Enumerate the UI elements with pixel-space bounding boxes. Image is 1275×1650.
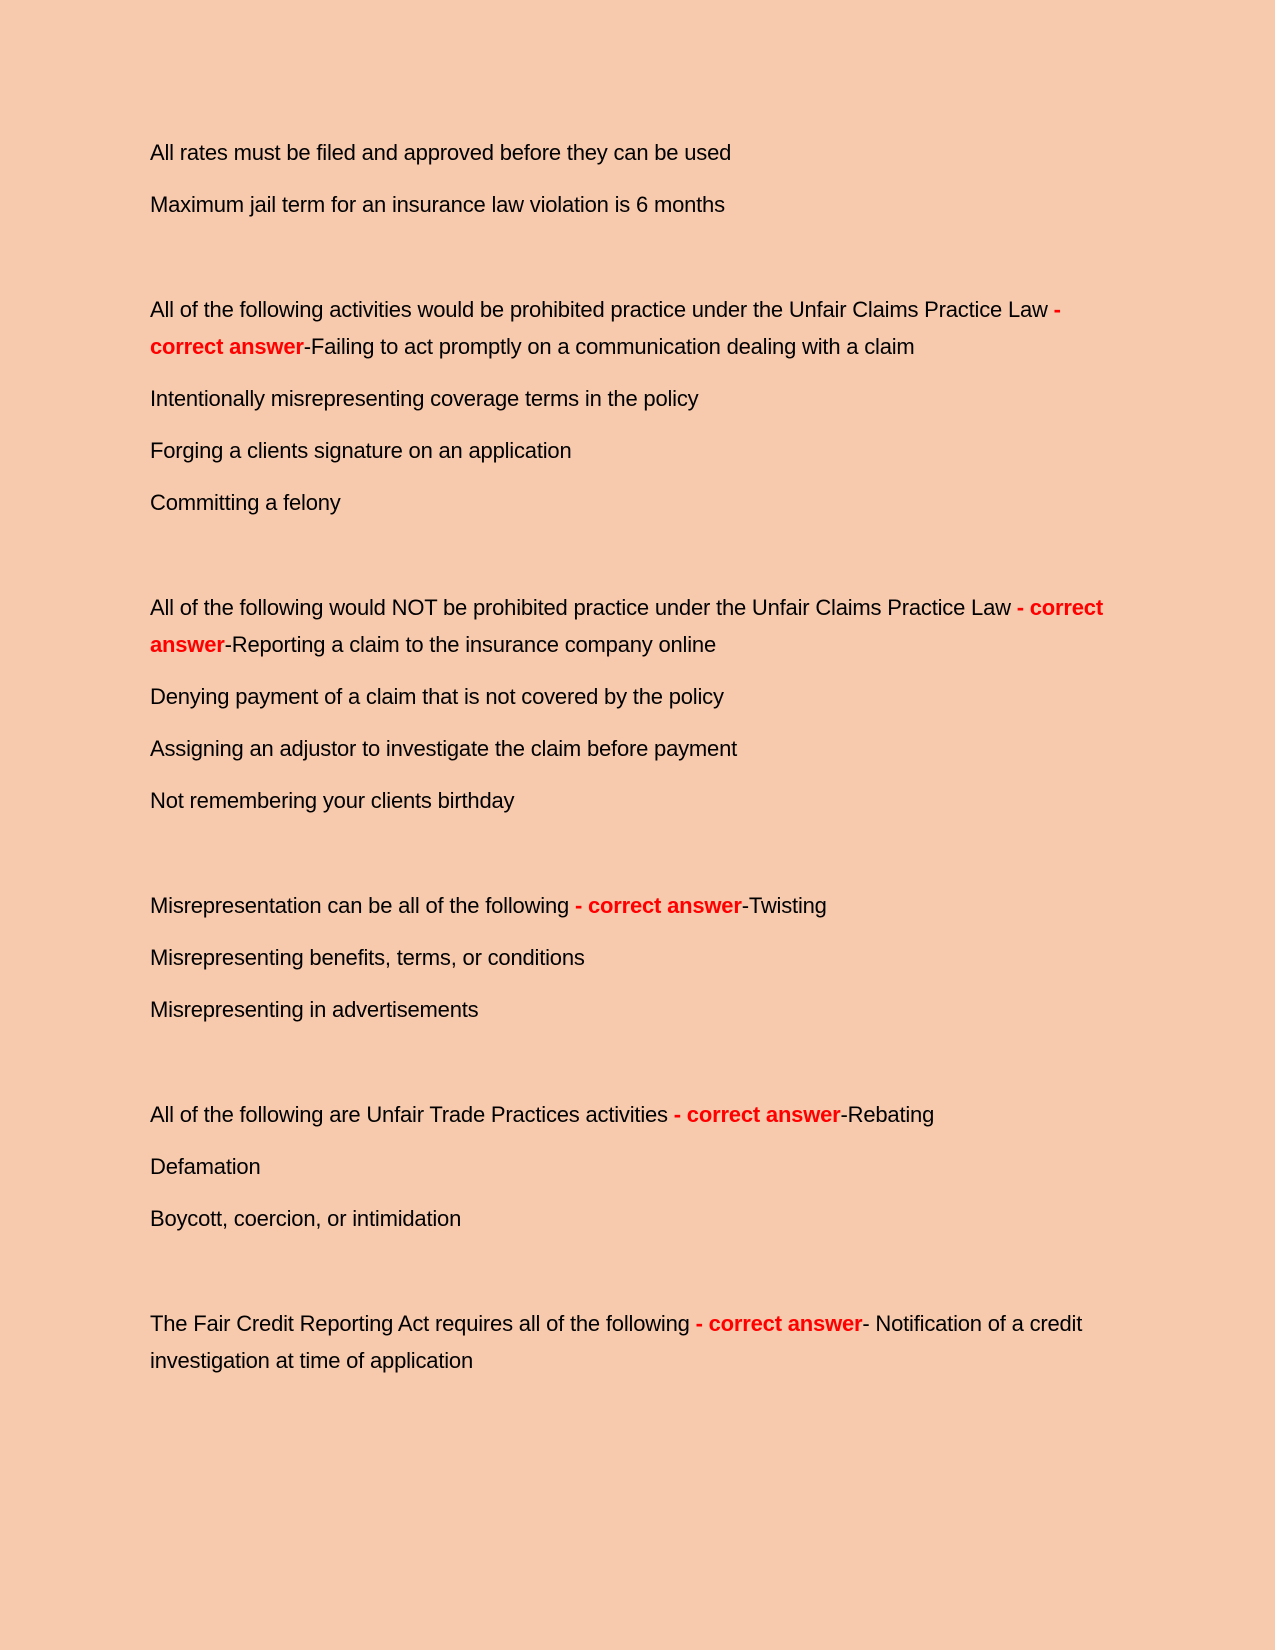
question <box>150 1096 1135 1133</box>
correct-answer-marker: - correct answer <box>673 1102 841 1127</box>
text-line: Forging a clients signature on an application <box>150 438 572 463</box>
question-text: All of the following are Unfair Trade Practices activities <box>150 1102 674 1127</box>
question-text: The Fair Credit Reporting Act requires all of the following <box>150 1311 696 1336</box>
document-page <box>150 134 1135 1394</box>
question-text: All of the following would NOT be prohibited practice under the Unfair Claims Practice Law <box>150 595 1017 620</box>
question <box>150 1305 1135 1379</box>
question-text: Misrepresentation can be all of the following <box>150 893 575 918</box>
answer-text: -Rebating <box>840 1102 935 1127</box>
question <box>150 887 1135 924</box>
text-line: Assigning an adjustor to investigate the claim before payment <box>150 736 738 761</box>
answer-text: -Reporting a claim to the insurance company online <box>224 632 717 657</box>
question <box>150 589 1135 663</box>
text-line: Intentionally misrepresenting coverage terms in the policy <box>150 386 699 411</box>
correct-answer-marker: - correct answer <box>695 1311 863 1336</box>
correct-answer-marker: - correct answer <box>574 893 742 918</box>
text-line: Misrepresenting benefits, terms, or conditions <box>150 945 585 970</box>
text-line: Boycott, coercion, or intimidation <box>150 1206 462 1231</box>
answer-text: -Failing to act promptly on a communication dealing with a claim <box>303 334 915 359</box>
answer-text: -Twisting <box>741 893 827 918</box>
question <box>150 291 1135 365</box>
text-line: Defamation <box>150 1154 261 1179</box>
correct-answer-marker: - correct answer <box>150 297 1061 359</box>
text-line: Maximum jail term for an insurance law violation is 6 months <box>150 192 725 217</box>
correct-answer-marker: - correct answer <box>150 595 1103 657</box>
text-line: Misrepresenting in advertisements <box>150 997 479 1022</box>
question-text: All of the following activities would be prohibited practice under the Unfair Claims Practice Law <box>150 297 1054 322</box>
text-line: Denying payment of a claim that is not covered by the policy <box>150 684 724 709</box>
text-line: All rates must be filed and approved before they can be used <box>150 140 732 165</box>
answer-text: - Notification of a credit investigation at time of application <box>150 1311 1083 1373</box>
text-line: Committing a felony <box>150 490 341 515</box>
text-line: Not remembering your clients birthday <box>150 788 515 813</box>
